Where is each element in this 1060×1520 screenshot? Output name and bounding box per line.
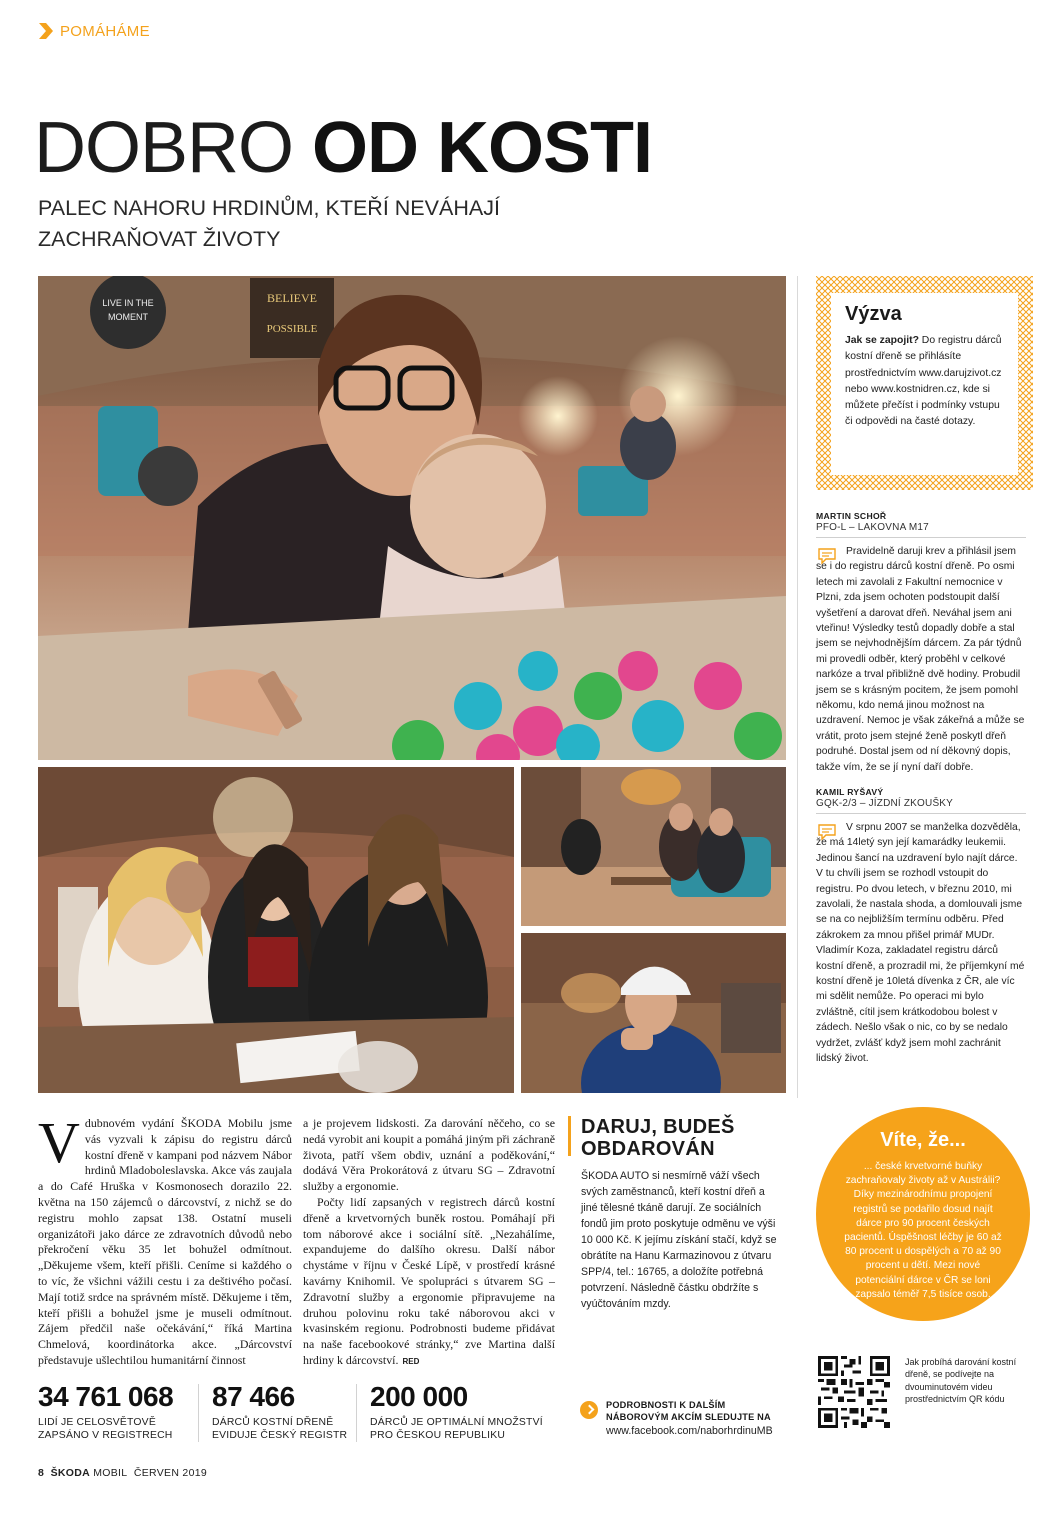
reward-box: [568, 1116, 780, 1312]
stat-value: 34 761 068: [38, 1381, 174, 1412]
cafe-photo: [521, 767, 786, 926]
facebook-link[interactable]: www.facebook.com/naborhrdinuMB: [606, 1425, 773, 1437]
stat-czech: [212, 1382, 362, 1442]
stat-optimal: [370, 1382, 560, 1442]
testimonial-name: KAMIL RYŠAVÝ: [816, 787, 884, 797]
svg-text:BELIEVE: BELIEVE: [267, 291, 317, 305]
headline-bold: OD KOSTI: [312, 108, 653, 188]
did-you-know-text: ... české krvetvorné buňky zachraňovaly životy až v Austrálii? Díky mezinárodnímu propojení registrů se podařilo dosud najít dárce pro 90 procent českých pacientů. Úspěšnost léčby je 60 až 80 procent u dospělých a 70 až 90 procent u dětí. Mezi nové potenciální dárce v ČR se loni zapsalo téměř 7,5 tisíce osob.: [844, 1161, 1002, 1300]
page-number: 8: [38, 1467, 45, 1479]
page-footer: [38, 1467, 207, 1479]
testimonial-dept: PFO-L – LAKOVNA M17: [816, 522, 1026, 538]
did-you-know-title: Víte, že...: [880, 1129, 966, 1151]
challenge-text: [845, 333, 1004, 431]
accent-bar: [568, 1116, 571, 1156]
stat-value: 87 466: [212, 1381, 295, 1412]
article-subhead: PALEC NAHORU HRDINŮM, KTEŘÍ NEVÁHAJÍ ZACHRAŇOVAT ŽIVOTY: [38, 196, 500, 251]
stat-divider: [356, 1384, 357, 1442]
stat-divider: [198, 1384, 199, 1442]
testimonial-dept: GQK-2/3 – JÍZDNÍ ZKOUŠKY: [816, 798, 1026, 814]
social-title: PODROBNOSTI K DALŠÍM NÁBOROVÝM AKCÍM SLEDUJTE NA: [606, 1400, 771, 1422]
article-headline: [34, 108, 653, 188]
challenge-box: [816, 276, 1033, 490]
speech-bubble-icon: [816, 822, 838, 842]
drop-cap: V: [38, 1110, 80, 1175]
qr-code-icon[interactable]: [818, 1356, 890, 1428]
arrow-circle-icon: [580, 1401, 598, 1419]
reward-title: DARUJ, BUDEŠ OBDAROVÁN: [581, 1116, 735, 1160]
article-text-2a: a je projevem lidskosti. Za darování něčeho, co se nedá vyrobit ani koupit a pomáhá jiným při záchraně života, patří všem obdiv, uznání a poděkování,“ dodává Věra Prokorátová z útvaru SG – Zdravotní služby a ergonomie.: [303, 1116, 555, 1194]
man-photo: [521, 933, 786, 1093]
group-photo: [38, 767, 514, 1093]
chevron-right-icon: [38, 22, 54, 40]
reward-text: ŠKODA AUTO si nesmírně váží všech svých zaměstnanců, kteří kostní dřeň a jiné tělesné tkáně darují. Ze sociálních fondů jim proto poskytuje odměnu ve výši 10 000 Kč. K jejímu získání stačí, když se obrátíte na Hanu Karmazinovou z útvaru SPP/4, tel.: 16765, a doložíte potřebná potvrzení. Následně částku obdržíte s vyúčtováním mzdy.: [581, 1170, 777, 1310]
testimonial-kamil: [816, 787, 1026, 1067]
footer-brand: ŠKODA: [50, 1467, 90, 1479]
testimonial-martin: [816, 511, 1026, 775]
testimonial-text: Pravidelně daruji krev a přihlásil jsem se i do registru dárců kostní dřeně. Po osmi letech mi zavolali z Fakultní nemocnice v Plzni, zda jsem ochoten podstoupit další vyšetření a darovat dřeň. Neváhal jsem ani vteřinu! Výsledky testů dopadly dobře a stal jsem se nejvhodnějším dárcem. Za pár týdnů mi provedli odběr, který proběhl v celkové narkóze a trval přibližně dvě hodiny. Probudil jsem se s krásným pocitem, že jsem pomohl někomu, kdo nemá jinou možnost na uzdravení. Nemoc je však zákeřná a může se vrátit, proto jsem stejné ženě poskytl dřeň podruhé. Dostal jsem od ní děkovný dopis, takže vím, že se jí nyní daří dobře.: [816, 546, 1025, 773]
section-label: POMÁHÁME: [60, 22, 150, 40]
main-photo: [38, 276, 786, 760]
did-you-know-circle: [816, 1107, 1030, 1321]
svg-text:LIVE IN THE: LIVE IN THE: [102, 298, 154, 308]
challenge-title: Výzva: [845, 303, 902, 325]
svg-text:POSSIBLE: POSSIBLE: [266, 323, 318, 335]
social-info: [580, 1399, 790, 1438]
testimonial-name: MARTIN SCHOŘ: [816, 511, 887, 521]
testimonial-text: V srpnu 2007 se manželka dozvěděla, že má 14letý syn její kamarádky leukemii. Jedinou šancí na uzdravení bylo najít dárce. V tu chvíli jsem se rozhodl vstoupit do registru. Po dvou letech, v březnu 2010, mi zavolali, že nastala shoda, a domlouvali jsme se na co nejbližším termínu odběru. Před zákrokem za mnou přišel primář MUDr. Vladimír Koza, zakladatel registru dárců kostní dřeně, a prozradil mi, že příjemkyní mé kostní dřeně je 10letá dívenka z ČR, ale víc mi sdělit nemůže. Po operaci mi bylo zvláštně, cítil jsem krátkodobou bolest v zádech. Nešlo však o nic, co by se nedalo vydržet, zvlášť když jsem mohl zachránit lidský život.: [816, 822, 1025, 1065]
article-column-2: [303, 1116, 555, 1370]
stat-worldwide: [38, 1382, 188, 1442]
speech-bubble-icon: [816, 546, 838, 566]
stat-label: LIDÍ JE CELOSVĚTOVĚ ZAPSÁNO V REGISTRECH: [38, 1417, 173, 1441]
footer-magazine: MOBIL: [90, 1467, 128, 1479]
svg-text:MOMENT: MOMENT: [108, 312, 148, 322]
qr-caption: Jak probíhá darování kostní dřeně, se podívejte na dvouminutovém videu prostřednictvím QR kódu: [905, 1357, 1017, 1404]
footer-issue: ČERVEN 2019: [133, 1467, 207, 1479]
article-column-1: [38, 1110, 292, 1369]
stat-value: 200 000: [370, 1381, 468, 1412]
stat-label: DÁRCŮ KOSTNÍ DŘENĚ EVIDUJE ČESKÝ REGISTR: [212, 1417, 348, 1441]
headline-light: DOBRO: [34, 108, 313, 188]
challenge-body: Do registru dárců kostní dřeně se přihlásíte prostřednictvím www.darujzivot.cz nebo www.kostnidren.cz, kde si můžete přečíst i podmínky vstupu či odpovědi na časté dotazy.: [845, 335, 1002, 428]
sidebar-divider: [797, 276, 798, 1098]
author-signature: RED: [402, 1356, 420, 1366]
stat-label: DÁRCŮ JE OPTIMÁLNÍ MNOŽSTVÍ PRO ČESKOU REPUBLIKU: [370, 1417, 543, 1441]
article-text-1: dubnovém vydání ŠKODA Mobilu jsme vás vyzvali k zápisu do registru dárců kostní dřeně v kampani pod názvem Nábor hrdinů Mladoboleslavska. Akce vás zaujala a do Café Hruška v Kosmonosech dorazilo 22. května na 150 zájemců o dárcovství, z nichž se do registru mohlo zapsat 138. Ostatní museli organizátoři jako dárce ze zdravotních důvodů nebo překročení věku 35 let bohužel odmítnout. „Děkujeme všem, kteří přišli. Ceníme si každého o to víc, že všichni vážili cestu i za deštivého počasí. Mají totiž srdce na správném místě. Děkujeme i těm, kteří přišli a bohužel jsme je museli odmítnout. Zájem předčil naše očekávání,“ říká Martina Chmelová, koordinátorka akce. „Dárcovství představuje ušlechtilou humanitární činnost: [38, 1116, 292, 1367]
challenge-lead: Jak se zapojit?: [845, 335, 919, 346]
article-paragraph-2: [303, 1195, 555, 1370]
article-text-2b: Počty lidí zapsaných v registrech dárců kostní dřeně a krvetvorných buněk rostou. Pomáhají při tom náborové akce i sociální sítě. „Nezahálíme, expandujeme do dalšího okresu. Další nábor chystáme v říjnu v České Lípě, v prostředí krásné kavárny Knihomil. Ve spolupráci s útvarem SG – Zdravotní služby a ergonomie připravujeme na druhou polovinu roku také náborovou akci v kvasinském regionu. Podrobnosti budeme přidávat na naše facebookové stránky,“ zve Martina další hrdiny k dárcovství.: [303, 1194, 555, 1367]
section-tag: [38, 22, 150, 40]
